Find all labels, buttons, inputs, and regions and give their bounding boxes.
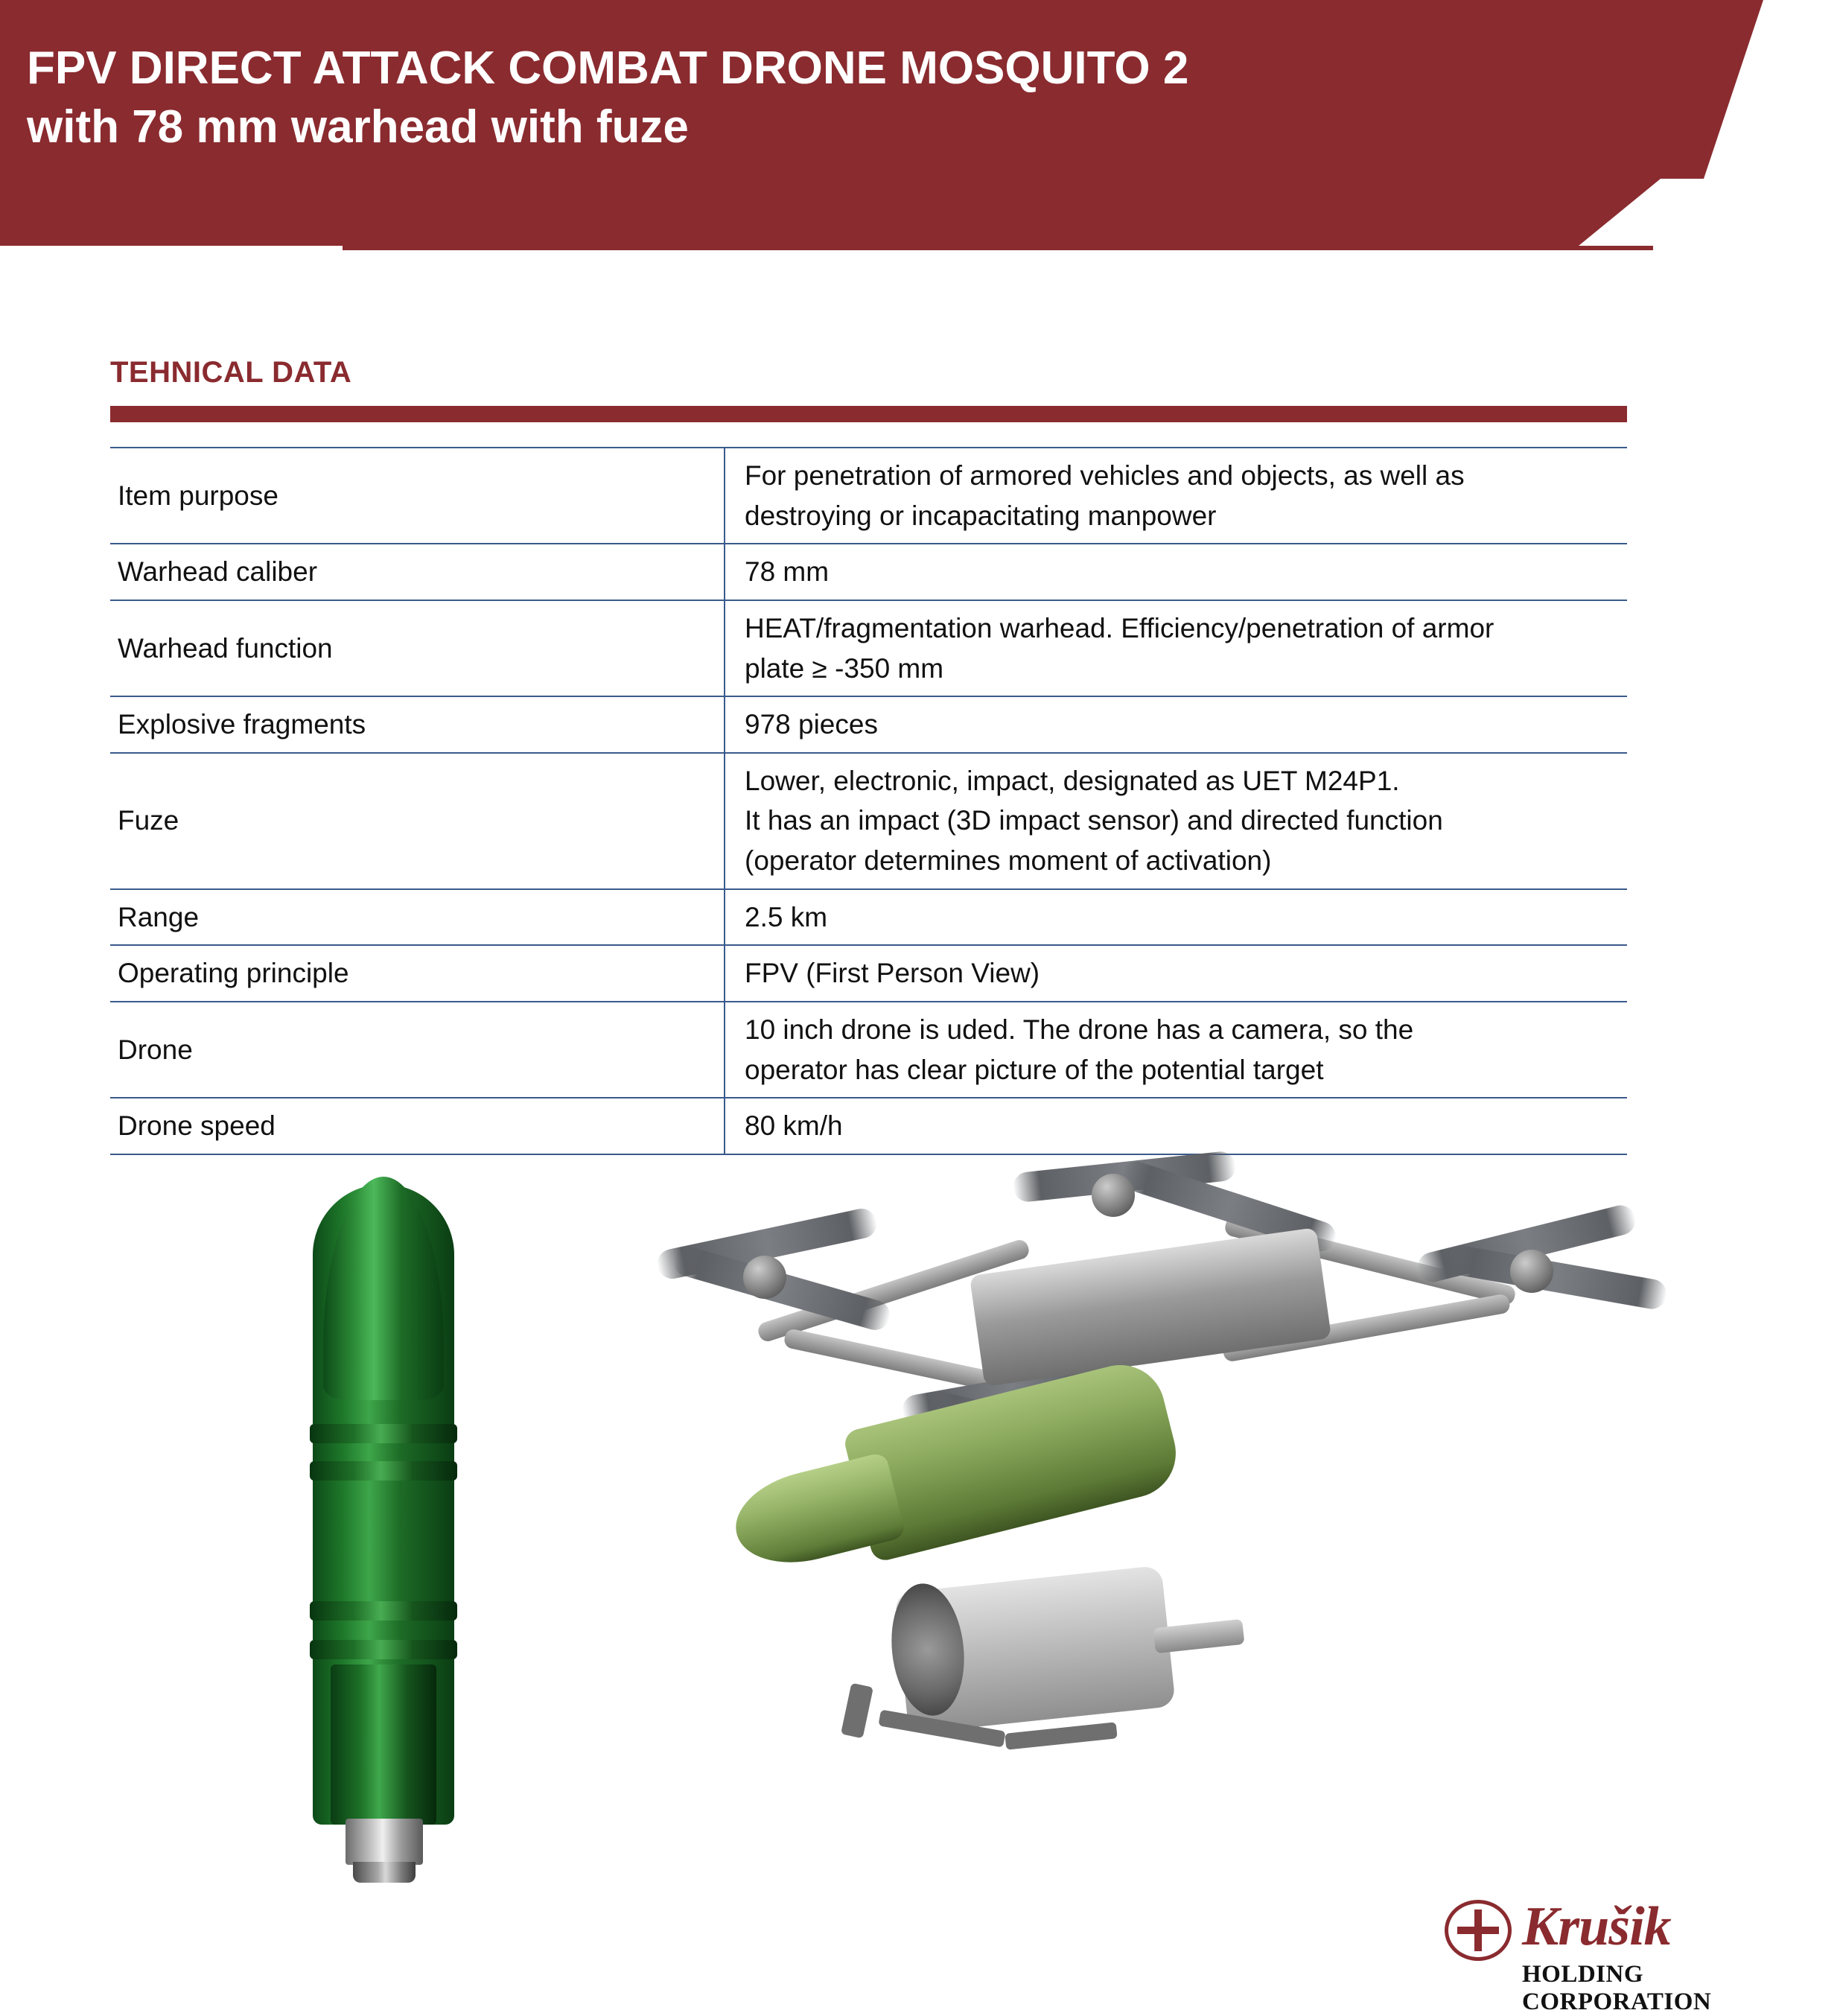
- warhead-image: [313, 1184, 484, 1884]
- table-row: [110, 889, 1627, 946]
- row-value-line: 978 pieces: [745, 709, 878, 740]
- row-value-line: operator has clear picture of the potential target: [745, 1054, 1324, 1085]
- header-underbar: [343, 246, 1653, 250]
- row-value-line: destroying or incapacitating manpower: [745, 500, 1217, 531]
- row-value-line: HEAT/fragmentation warhead. Efficiency/penetration of armor: [745, 612, 1494, 643]
- table-body: [110, 448, 1627, 1154]
- row-value: [725, 945, 1627, 1002]
- row-value-line: FPV (First Person View): [745, 958, 1040, 989]
- row-label: Drone speed: [110, 1098, 725, 1154]
- drone-image: [655, 1132, 1698, 1877]
- table-row: [110, 696, 1627, 753]
- row-value-line: It has an impact (3D impact sensor) and directed function: [745, 805, 1443, 836]
- fuze-tip: [353, 1862, 416, 1883]
- logo-subtitle: HOLDING CORPORATION: [1522, 1961, 1712, 2015]
- row-value-line: 78 mm: [745, 556, 830, 588]
- warhead-taper: [331, 1664, 436, 1825]
- row-value-line: 10 inch drone is uded. The drone has a camera, so the: [745, 1014, 1414, 1046]
- fuze-body: [346, 1819, 423, 1865]
- row-value-line: 2.5 km: [745, 901, 828, 932]
- table-row: [110, 600, 1627, 696]
- row-label: Item purpose: [110, 448, 725, 544]
- row-value-line: For penetration of armored vehicles and objects, as well as: [745, 460, 1465, 491]
- row-label: Warhead caliber: [110, 544, 725, 600]
- drone-motor: [743, 1256, 786, 1299]
- row-label: Operating principle: [110, 945, 725, 1002]
- row-value: [725, 448, 1627, 544]
- row-value: [725, 889, 1627, 946]
- row-label: Range: [110, 889, 725, 946]
- table-row: [110, 945, 1627, 1002]
- table-row: [110, 1002, 1627, 1098]
- page-title: [27, 39, 1591, 157]
- technical-data-table: [110, 447, 1627, 1155]
- warhead-band: [310, 1640, 457, 1659]
- drone-motor: [1092, 1174, 1135, 1217]
- drone-motor: [1510, 1250, 1553, 1293]
- row-value-line: plate ≥ -350 mm: [745, 652, 944, 684]
- section-title: TEHNICAL DATA: [110, 356, 352, 389]
- row-value-line: (operator determines moment of activation): [745, 845, 1272, 877]
- row-value: [725, 1002, 1627, 1098]
- warhead-band: [310, 1461, 457, 1481]
- row-value-line: Lower, electronic, impact, designated as UET M24P1.: [745, 765, 1400, 796]
- warhead-band: [310, 1424, 457, 1443]
- logo-emblem-icon: [1445, 1900, 1512, 1961]
- row-value-line: 80 km/h: [745, 1110, 843, 1142]
- section-rule: [110, 406, 1627, 422]
- row-value: [725, 544, 1627, 600]
- drone-leg: [1005, 1722, 1117, 1750]
- page-header: [0, 0, 1840, 246]
- table-row: [110, 448, 1627, 544]
- table-row: [110, 753, 1627, 889]
- row-value: [725, 753, 1627, 889]
- page-title-line2: with 78 mm warhead with fuze: [27, 101, 689, 153]
- header-band-tail: [1629, 0, 1763, 179]
- row-label: Drone: [110, 1002, 725, 1098]
- logo-brand-name: Krušik: [1522, 1896, 1671, 1957]
- row-value: [725, 696, 1627, 753]
- figures-area: [0, 1132, 1840, 1907]
- company-logo: [1445, 1895, 1787, 2015]
- table-row: [110, 544, 1627, 600]
- row-label: Fuze: [110, 753, 725, 889]
- warhead-band: [310, 1601, 457, 1621]
- page-title-line1: FPV DIRECT ATTACK COMBAT DRONE MOSQUITO 2: [27, 42, 1189, 94]
- row-label: Warhead function: [110, 600, 725, 696]
- drone-leg: [841, 1683, 873, 1739]
- row-label: Explosive fragments: [110, 696, 725, 753]
- row-value: [725, 600, 1627, 696]
